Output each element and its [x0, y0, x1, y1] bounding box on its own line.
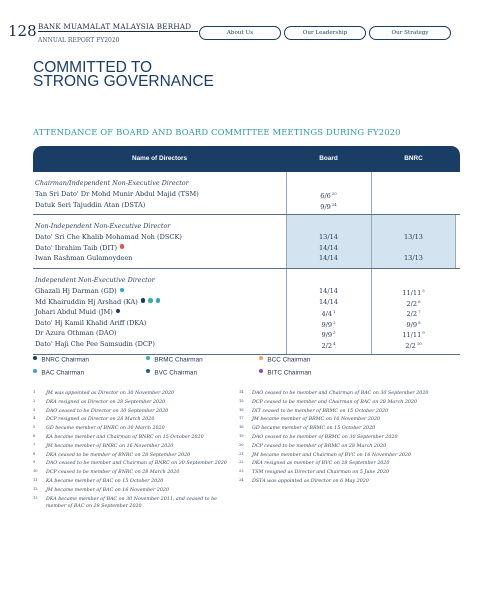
- footnote: [239, 408, 439, 415]
- footnote-text: DKA resigned as Director on 28 September 2020: [46, 399, 166, 405]
- footnote: [33, 469, 233, 476]
- nav-our-leadership[interactable]: Our Leadership: [284, 26, 366, 40]
- director-name: [35, 339, 285, 350]
- chairman-dot-icon: [156, 298, 160, 302]
- table-row: [33, 253, 460, 264]
- director-name-text: Datuk Seri Tajuddin Atan (DSTA): [35, 200, 146, 209]
- bnrc-attendance: [371, 253, 456, 264]
- director-name: [35, 328, 285, 339]
- footnote-number: 7: [33, 442, 36, 447]
- legend-item: [259, 369, 311, 376]
- director-name-text: Ghazali Hj Darman (GD): [35, 286, 117, 295]
- footnote-text: KA became member of BAC on 15 October 2020: [46, 478, 164, 484]
- bnrc-attendance-value: 13/13: [403, 254, 423, 263]
- bnrc-attendance-value: 2/2: [405, 341, 416, 350]
- footnote-marker: 24: [331, 201, 337, 207]
- chairman-dot-icon: [116, 309, 120, 313]
- footnote: [33, 434, 233, 441]
- legend-dot-icon: [146, 356, 150, 360]
- footnote-number: 11: [33, 477, 38, 482]
- bank-name: BANK MUAMALAT MALAYSIA BERHAD: [38, 22, 192, 31]
- director-name-text: Iwan Rashman Gulamoydeen: [35, 254, 133, 263]
- table-row: [33, 307, 460, 318]
- director-name-text: Dr Azura Othman (DAO): [35, 329, 117, 338]
- section-title-line-2: STRONG GOVERNANCE: [33, 73, 214, 90]
- footnote-number: 22: [239, 460, 244, 465]
- footnote-text: DCP ceased to be member of BRMC on 28 March 2020: [252, 443, 387, 449]
- footnote-number: 24: [239, 477, 244, 482]
- footnote-number: 17: [239, 416, 244, 421]
- footnote: [33, 496, 233, 510]
- board-attendance-value: 4/4: [321, 310, 333, 319]
- group-label: Independent Non-Executive Director: [35, 275, 155, 284]
- director-name-text: Dato' Ibrahim Taib (DIT): [35, 243, 118, 252]
- director-group: [33, 215, 460, 269]
- table-row: [33, 200, 460, 211]
- footnote-number: 18: [239, 425, 244, 430]
- footnote-text: GD became member of BRMC on 15 October 2020: [252, 426, 376, 432]
- footnote-text: GD became member of BNRC on 30 March 2020: [46, 426, 165, 432]
- director-name: [35, 253, 285, 264]
- table-row: [33, 318, 460, 329]
- footnote-text: JM became member of BNRC on 16 November 2020: [46, 443, 174, 449]
- footnote-text: DIT ceased to be member of BRMC on 15 October 2020: [252, 408, 389, 414]
- bnrc-attendance-value: 2/2: [406, 310, 418, 319]
- footnote-text: DKA ceased to be member of BNRC on 28 September 2020: [46, 452, 191, 458]
- chairman-dot-icon: [120, 288, 124, 292]
- director-name: [35, 243, 285, 254]
- header-rule: [38, 31, 198, 32]
- board-attendance-value: 9/9: [321, 331, 333, 340]
- footnote-number: 10: [33, 469, 38, 474]
- legend-item: [33, 356, 89, 363]
- footnote: [239, 390, 439, 397]
- footnote-number: 6: [33, 433, 36, 438]
- legend-label: BITC Chairman: [267, 369, 312, 377]
- column-header-name: Name of Directors: [131, 155, 188, 162]
- director-name: [35, 189, 285, 200]
- director-name-text: Dato' Hj Kamil Khalid Ariff (DKA): [35, 318, 147, 327]
- footnote: [33, 487, 233, 494]
- footnote-text: DAO ceased to be member and Chairman of BNRC on 30 September 2020: [46, 461, 227, 467]
- bnrc-attendance-value: 11/11: [402, 288, 422, 297]
- bnrc-attendance-value: 2/2: [406, 299, 418, 308]
- footnote-number: 20: [239, 442, 244, 447]
- director-name: [35, 286, 285, 297]
- footnote-text: JM became member and Chairman of BVC on 16 November 2020: [252, 452, 412, 458]
- legend-item: [146, 369, 197, 376]
- footnote: [33, 390, 233, 397]
- footnote-text: JM became member of BRMC on 16 November 2020: [252, 417, 381, 423]
- footnote-text: DAO ceased to be member of BRMC on 30 September 2020: [252, 434, 398, 440]
- footnote-marker: 6: [418, 298, 421, 304]
- director-group: [33, 269, 460, 355]
- board-attendance-value: 14/14: [318, 297, 338, 306]
- footnote: [239, 469, 439, 476]
- legend-dot-icon: [33, 356, 37, 360]
- table-row: [33, 339, 460, 350]
- director-name: [35, 232, 285, 243]
- footnote-marker: 20: [331, 191, 337, 196]
- director-name: [35, 297, 285, 308]
- footnote-number: 3: [33, 407, 36, 412]
- footnote-text: DAO ceased to be Director on 30 September 2020: [46, 408, 169, 414]
- bnrc-attendance: [371, 339, 456, 352]
- legend-label: BAC Chairman: [41, 369, 85, 377]
- footnote-marker: 4: [333, 340, 336, 346]
- footnote: [239, 416, 439, 423]
- footnote-number: 15: [239, 398, 244, 403]
- board-attendance-value: 14/14: [318, 286, 338, 295]
- table-row: [33, 189, 460, 200]
- footnote-number: 23: [239, 469, 244, 474]
- board-attendance-value: 13/14: [318, 233, 338, 242]
- board-attendance-value: 14/14: [318, 243, 338, 252]
- board-attendance-value: 9/9: [320, 202, 331, 211]
- board-attendance-value: 14/14: [318, 254, 338, 263]
- legend-dot-icon: [146, 369, 150, 373]
- board-attendance: [286, 286, 371, 297]
- column-header-board: Board: [319, 155, 338, 162]
- chairman-dot-icon: [141, 298, 145, 302]
- footnote-marker: 3: [333, 330, 336, 336]
- director-name-text: Dato' Haji Che Pee Samsudin (DCP): [35, 339, 155, 348]
- director-name: [35, 318, 285, 329]
- footnote-number: 9: [33, 460, 36, 465]
- legend-item: [146, 356, 203, 363]
- footnote: [33, 408, 233, 415]
- footnotes-right: [239, 390, 439, 487]
- legend-dot-icon: [259, 369, 263, 373]
- footnote-number: 2: [33, 398, 36, 403]
- legend-dot-icon: [33, 369, 37, 373]
- footnote: [33, 425, 233, 432]
- table-row: [33, 297, 460, 308]
- footnote: [33, 452, 233, 459]
- footnote-marker: 9: [422, 330, 425, 336]
- legend-dot-icon: [259, 356, 263, 360]
- director-name: [35, 200, 285, 211]
- board-attendance-value: 6/6: [320, 192, 331, 200]
- footnote-text: DCP ceased to be member of BNRC on 28 March 2020: [46, 470, 180, 476]
- section-title: [33, 61, 214, 89]
- nav-about-us[interactable]: About Us: [199, 26, 281, 40]
- footnote-number: 12: [33, 486, 38, 491]
- footnote: [239, 399, 439, 406]
- director-name-text: Md Khairuddin Hj Arshad (KA): [35, 297, 138, 306]
- footnote-text: TSM resigned as Director and Chairman on 5 June 2020: [252, 470, 390, 476]
- footnote-number: 14: [239, 390, 244, 394]
- footnote: [33, 460, 233, 467]
- footnote: [33, 443, 233, 450]
- legend-label: BVC Chairman: [154, 369, 198, 377]
- footnote-number: 21: [239, 451, 244, 456]
- footnote: [33, 478, 233, 485]
- attendance-table: [33, 146, 460, 355]
- bnrc-attendance-value: 13/13: [403, 233, 423, 242]
- director-name-text: Dato' Sri Che Khalib Mohamad Noh (DSCK): [35, 233, 182, 242]
- footnote-text: DCP ceased to be member and Chairman of BAC on 28 March 2020: [252, 399, 418, 405]
- footnote-text: DSTA was appointed as Director on 6 May 2020: [252, 478, 369, 484]
- footnote-text: JM became member of BAC on 16 November 2020: [46, 487, 170, 493]
- legend-label: BCC Chairman: [267, 356, 311, 364]
- bnrc-attendance-value: 9/9: [406, 320, 418, 329]
- column-header-bnrc: BNRC: [404, 155, 423, 162]
- board-attendance: [286, 200, 371, 213]
- footnote-number: 8: [33, 451, 36, 456]
- table-title: ATTENDANCE OF BOARD AND BOARD COMMITTEE MEETINGS DURING FY2020: [33, 127, 401, 137]
- footnote-text: DKA resigned as member of BVC on 28 September 2020: [252, 461, 390, 467]
- legend-label: BRMC Chairman: [154, 356, 203, 364]
- page-number: 128: [8, 22, 37, 40]
- director-name-text: Johari Abdul Muid (JM): [35, 308, 113, 317]
- footnote-number: 5: [33, 425, 36, 430]
- board-attendance: [286, 297, 371, 308]
- footnote: [239, 460, 439, 467]
- footnote-number: 16: [239, 407, 244, 412]
- footnotes-left: [33, 390, 233, 511]
- footnote-marker: 8: [418, 319, 421, 325]
- table-row: [33, 232, 460, 243]
- bnrc-attendance: [371, 232, 456, 243]
- table-row: [33, 328, 460, 339]
- footnote-number: 1: [33, 390, 36, 394]
- director-name: [35, 307, 285, 318]
- footnote-marker: 1: [333, 309, 336, 315]
- board-attendance-value: 9/9: [321, 320, 333, 329]
- footnote: [239, 434, 439, 441]
- director-group: [33, 172, 460, 215]
- board-attendance: [286, 243, 371, 254]
- footnote: [239, 452, 439, 459]
- board-attendance-value: 2/2: [321, 341, 333, 350]
- footnote: [239, 478, 439, 485]
- footnote-text: JM was appointed as Director on 30 November 2020: [46, 391, 175, 396]
- footnote-marker: 10: [416, 340, 422, 346]
- director-name-text: Tan Sri Dato' Dr Mohd Munir Abdul Majid (TSM): [35, 190, 199, 198]
- footnote-marker: 5: [422, 287, 425, 293]
- footnote: [239, 443, 439, 450]
- footnote-number: 13: [33, 495, 38, 500]
- footnote: [33, 416, 233, 423]
- legend-item: [33, 369, 84, 376]
- group-label: Non-Independent Non-Executive Director: [35, 222, 171, 231]
- report-name: ANNUAL REPORT FY2020: [38, 37, 120, 44]
- footnote-marker: 2: [333, 319, 336, 325]
- footnote-text: DKA became member of BAC on 30 November 2011, and ceased to be member of BAC on 28 September 2020: [46, 496, 218, 509]
- footnote: [33, 399, 233, 406]
- table-body: [33, 172, 460, 355]
- nav-our-strategy[interactable]: Our Strategy: [369, 26, 451, 40]
- footnote: [239, 425, 439, 432]
- group-label: Chairman/Independent Non-Executive Director: [35, 179, 189, 187]
- board-attendance: [286, 253, 371, 264]
- footnote-number: 4: [33, 416, 36, 421]
- chairman-dot-icon: [148, 298, 152, 302]
- section-title-line-1: COMMITTED TO: [33, 59, 153, 76]
- table-row: [33, 243, 460, 254]
- bnrc-attendance-value: 11/11: [402, 331, 422, 340]
- footnote-number: 19: [239, 433, 244, 438]
- table-header: [33, 146, 460, 172]
- board-attendance: [286, 339, 371, 352]
- footnote-text: DCP resigned as Director on 28 March 2020: [46, 417, 155, 423]
- board-attendance: [286, 232, 371, 243]
- legend-label: BNRC Chairman: [41, 356, 89, 364]
- footnote-text: KA became member and Chairman of BNRC on 15 October 2020: [46, 434, 204, 440]
- table-row: [33, 286, 460, 297]
- chairman-dot-icon: [120, 244, 124, 248]
- footnote-marker: 7: [418, 309, 421, 315]
- footnote-text: DAO ceased to be member and Chairman of BAC on 30 September 2020: [252, 391, 429, 396]
- legend-item: [259, 356, 310, 363]
